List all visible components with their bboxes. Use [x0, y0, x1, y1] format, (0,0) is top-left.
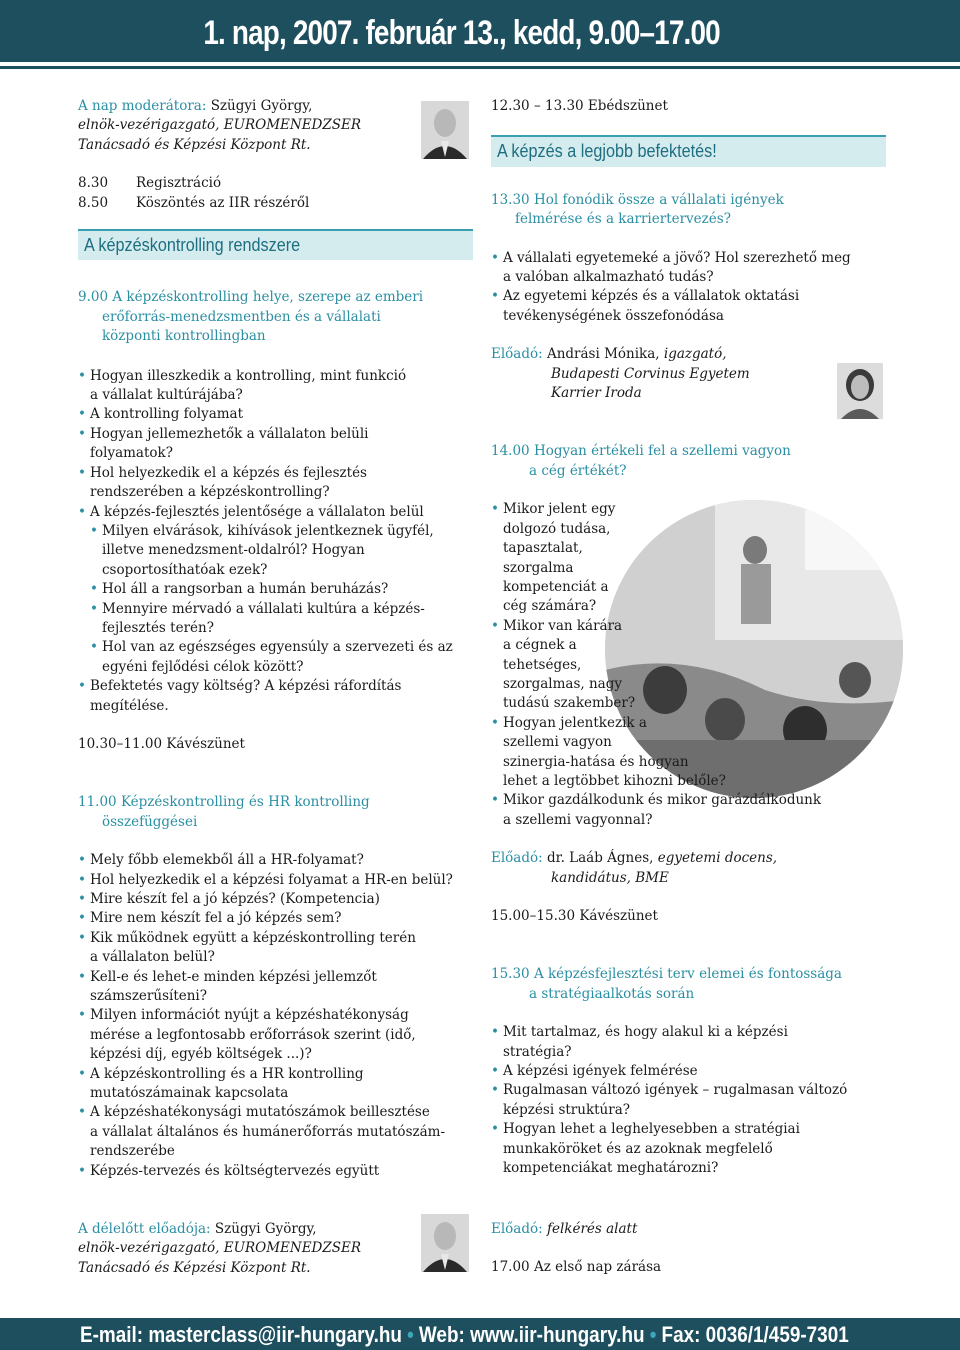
- list-item: • Mire nem készít fel a jó képzés sem?: [78, 909, 473, 928]
- schedule-item: 8.50 Köszöntés az IIR részéről: [78, 194, 310, 211]
- list-item: • Hol van az egészséges egyensúly a szervezeti és az egyéni fejlődési célok között?: [90, 638, 473, 677]
- section-title-box: [491, 135, 886, 166]
- presenter-photo: [421, 1214, 469, 1272]
- schedule-item: 8.30 Regisztráció: [78, 175, 222, 192]
- list-item: • Mikor jelent egy dolgozó tudása, tapasztalat, szorgalma kompetenciát a cég számára?: [491, 500, 886, 616]
- session-title: 13.30 Hol fonódik össze a vállalati igények: [491, 191, 784, 208]
- list-item: • A kontrolling folyamat: [78, 405, 473, 424]
- list-item: • Befektetés vagy költség? A képzési ráfordítás megítélése.: [78, 677, 473, 716]
- section-title: A képzés a legjobb befektetés!: [497, 141, 717, 162]
- list-item: • Képzés-tervezés és költségtervezés együtt: [78, 1162, 473, 1181]
- list-item: • Milyen információt nyújt a képzéshatékonyság mérése a legfontosabb erőforrások szerint (idő, képzési díj, egyéb költségek ...)?: [78, 1006, 473, 1064]
- presenter-label: Előadó:: [491, 346, 543, 363]
- list-item: • Mikor van kárára a cégnek a tehetséges, szorgalmas, nagy tudású szakember?: [491, 617, 886, 714]
- moderator-line: [78, 97, 473, 116]
- sub-topic-list: [90, 522, 473, 677]
- list-item: • A képzési igények felmérése: [491, 1062, 886, 1081]
- list-item: • Mire készít fel a jó képzés? (Kompetencia): [78, 890, 473, 909]
- moderator-name: Szügyi György,: [210, 98, 313, 114]
- portrait-image: [421, 1214, 469, 1272]
- closing-block: [491, 1220, 886, 1278]
- list-item: • A képzés-fejlesztés jelentősége a vállalaton belül • Milyen elvárások, kihívások jelentkeznek ügyfél, illetve menedzsment-oldalról? Hogyan csoportosíthatóak ezek? • Hol áll a rangsorban a humán beruházás? • Mennyire mérvadó a vállalati kultúra a képzés- fejlesztés terén? • Hol van az egészséges egyensúly a szervezeti és az egyéni fejlődési célok között?: [78, 503, 473, 678]
- right-column: 12.30 – 13.30 Ebédszünet A képzés a legjobb befektetés! 13.30 Hol fonódik össze a vállalati igények felmérése és a karriertervezés? • A vállalati egyetemeké a jövő? Hol szerezhető meg a valóban alkalmazható tudás? • Az egyetemi képzés és a vállalatok oktatási tevékenységének összefonódása Előadó: Andrási Mónika, igazgató, Budapesti Corvinus Egyetem Karrier Iroda 14.00 Hogyan értékeli fel a szellemi vagyon a cég értékét? • Mikor jelent egy dolgozó tudása, tapasztalat, szorgalma kompetenciát a cég számára? • Mikor van kárára a cégnek a tehetséges, szorgalmas, nagy tudású szakember? • Hogyan jelentkezik a szellemi vagyon szinergia-hatása és hogyan lehet a legtöbbet kihozni belőle? • Mikor gazdálkodunk és mikor garázdálkodunk a szellemi vagyonnal? Előadó: dr. Laáb Ágnes, egyetemi docens, kandidátus, BME 15.00–15.30 Kávészünet 15.30 A képzésfejlesztési terv elemei és fontossága a stratégiaalkotás során • Mit tartalmaz, és hogy alakul ki a képzési stratégia? • A képzési igények felmérése • Rugalmasan változó igények – rugalmasan változó képzési struktúra? • Hogyan lehet a leghelyesebben a stratégiai munkaköröket és az azoknak megfelelő kompetenciákat meghatározni?: [491, 97, 886, 1178]
- session-title: 11.00 Képzéskontrolling és HR kontrolling: [78, 794, 370, 811]
- presenter-name: felkérés alatt: [546, 1221, 638, 1237]
- page-title: 1. nap, 2007. február 13., kedd, 9.00–17.00: [203, 14, 720, 52]
- moderator-org: Tanácsadó és Képzési Központ Rt.: [78, 136, 311, 153]
- contact-line: [80, 1322, 849, 1348]
- list-item: • Hogyan jellemezhetők a vállalaton belüli folyamatok?: [78, 425, 473, 464]
- list-item: • Hogyan lehet a leghelyesebben a stratégiai munkaköröket és az azoknak megfelelő kompetenciákat meghatározni?: [491, 1120, 886, 1178]
- topic-list: [78, 851, 473, 1181]
- list-item: • Kik működnek együtt a képzéskontrolling terén a vállalaton belül?: [78, 929, 473, 968]
- list-item: • Hogyan jelentkezik a szellemi vagyon szinergia-hatása és hogyan lehet a legtöbbet kihozni belőle?: [491, 714, 886, 792]
- list-item: • Mely főbb elemekből áll a HR-folyamat?: [78, 851, 473, 870]
- list-item: • Hol helyezkedik el a képzési folyamat a HR-en belül?: [78, 871, 473, 890]
- list-item: • A képzéskontrolling és a HR kontrolling mutatószámainak kapcsolata: [78, 1065, 473, 1104]
- web-contact: Web: www.iir-hungary.hu: [418, 1322, 645, 1347]
- lunch-break: 12.30 – 13.30 Ebédszünet: [491, 98, 668, 114]
- coffee-break: 15.00–15.30 Kávészünet: [491, 908, 658, 924]
- session-title: 14.00 Hogyan értékeli fel a szellemi vagyon: [491, 443, 791, 460]
- presenter-name: Andrási Mónika,: [546, 346, 660, 363]
- list-item: • Rugalmasan változó igények – rugalmasan változó képzési struktúra?: [491, 1081, 886, 1120]
- page-header: [0, 0, 960, 62]
- left-column: A nap moderátora: Szügyi György, elnök-vezérigazgató, EUROMENEDZSER Tanácsadó és Képzési Központ Rt. 8.30 Regisztráció 8.50 Köszöntés az IIR részéről A képzéskontrolling rendszere 9.00 A képzéskontrolling helye, szerepe az emberi erőforrás-menedzsmentben és a vállalati központi kontrollingban • Hogyan illeszkedik a kontrolling, mint funkció a vállalat kultúrájába? • A kontrolling folyamat • Hogyan jellemezhetők a vállalaton belüli folyamatok? • Hol helyezkedik el a képzés és fejlesztés rendszerében a képzéskontrolling? • A képzés-fejlesztés jelentősége a vállalaton belül • Milyen elvárások, kihívások jelentkeznek ügyfél, illetve menedzsment-oldalról? Hogyan csoportosíthatóak ezek? • Hol áll a rangsorban a humán beruházás? • Mennyire mérvadó a vállalati kultúra a képzés- fejlesztés terén? • Hol van az egészséges egyensúly a szervezeti és az egyéni fejlődési célok között? • Befektetés vagy költség? A képzési ráfordítás megítélése. 10.30–11.00 Kávészünet 11.00 Képzéskontrolling és HR kontrolling összefüggései • Mely főbb elemekből áll a HR-folyamat? • Hol helyezkedik el a képzési folyamat a HR-en belül? • Mire készít fel a jó képzés? (Kompetencia) • Mire nem készít fel a jó képzés sem? • Kik működnek együtt a képzéskontrolling terén a vállalaton belül? • Kell-e és lehet-e minden képzési jellemzőt számszerűsíteni? • Milyen információt nyújt a képzéshatékonyság mérése a legfontosabb erőforrások szerint (idő, képzési díj, egyéb költségek ...)? • A képzéskontrolling és a HR kontrolling mutatószámainak kapcsolata • A képzéshatékonysági mutatószámok beillesztése a vállalat általános és humánerőforrás mutatószám- rendszerébe • Képzés-tervezés és költségtervezés együtt: [78, 97, 473, 1181]
- list-item: • Mit tartalmaz, és hogy alakul ki a képzési stratégia?: [491, 1023, 886, 1062]
- separator-dot-icon: •: [407, 1322, 414, 1347]
- presenter-label: Előadó:: [491, 850, 543, 867]
- section-title: A képzéskontrolling rendszere: [84, 235, 301, 256]
- moderator-photo: [421, 101, 469, 159]
- list-item: • Mennyire mérvadó a vállalati kultúra a képzés- fejlesztés terén?: [90, 600, 473, 639]
- list-item: • Hol helyezkedik el a képzés és fejlesztés rendszerében a képzéskontrolling?: [78, 464, 473, 503]
- session-title: 9.00 A képzéskontrolling helye, szerepe az emberi: [78, 289, 424, 306]
- email-contact: E-mail: masterclass@iir-hungary.hu: [80, 1322, 402, 1347]
- list-item: • A vállalati egyetemeké a jövő? Hol szerezhető meg a valóban alkalmazható tudás?: [491, 249, 886, 288]
- topic-list: [491, 1023, 886, 1178]
- list-item: • Mikor gazdálkodunk és mikor garázdálkodunk a szellemi vagyonnal?: [491, 791, 886, 830]
- topic-list: [78, 367, 473, 716]
- list-item: • Milyen elvárások, kihívások jelentkeznek ügyfél, illetve menedzsment-oldalról? Hogyan csoportosíthatóak ezek?: [90, 522, 473, 580]
- list-item: • Hogyan illeszkedik a kontrolling, mint funkció a vállalat kultúrájába?: [78, 367, 473, 406]
- presenter-block: A délelőtt előadója: Szügyi György, elnök-vezérigazgató, EUROMENEDZSER Tanácsadó és Képzési Központ Rt.: [78, 1221, 362, 1276]
- list-item: • Hol áll a rangsorban a humán beruházás?: [90, 580, 473, 599]
- header-rule: [0, 62, 960, 69]
- topic-list: [491, 500, 886, 830]
- section-title-box: [78, 229, 473, 260]
- presenter-label: A délelőtt előadója:: [78, 1221, 211, 1237]
- topic-list: [491, 249, 886, 327]
- list-item: • Kell-e és lehet-e minden képzési jellemzőt számszerűsíteni?: [78, 968, 473, 1007]
- portrait-image: [421, 101, 469, 159]
- fax-contact: Fax: 0036/1/459-7301: [661, 1322, 849, 1347]
- presenter-name: Szügyi György,: [214, 1221, 317, 1237]
- moderator-label: A nap moderátora:: [78, 98, 207, 114]
- presenter-label: Előadó:: [491, 1221, 543, 1237]
- separator-dot-icon: •: [649, 1322, 657, 1347]
- list-item: • A képzéshatékonysági mutatószámok beillesztése a vállalat általános és humánerőforrás mutatószám- rendszerébe: [78, 1103, 473, 1161]
- coffee-break: 10.30–11.00 Kávészünet: [78, 735, 245, 752]
- day-closing: 17.00 Az első nap zárása: [491, 1259, 662, 1276]
- moderator-role: elnök-vezérigazgató, EUROMENEDZSER: [78, 117, 362, 134]
- page-footer: [0, 1318, 960, 1350]
- session-title: 15.30 A képzésfejlesztési terv elemei és fontossága: [491, 966, 842, 983]
- list-item: • Az egyetemi képzés és a vállalatok oktatási tevékenységének összefonódása: [491, 287, 886, 326]
- presenter-name: dr. Laáb Ágnes,: [546, 850, 654, 867]
